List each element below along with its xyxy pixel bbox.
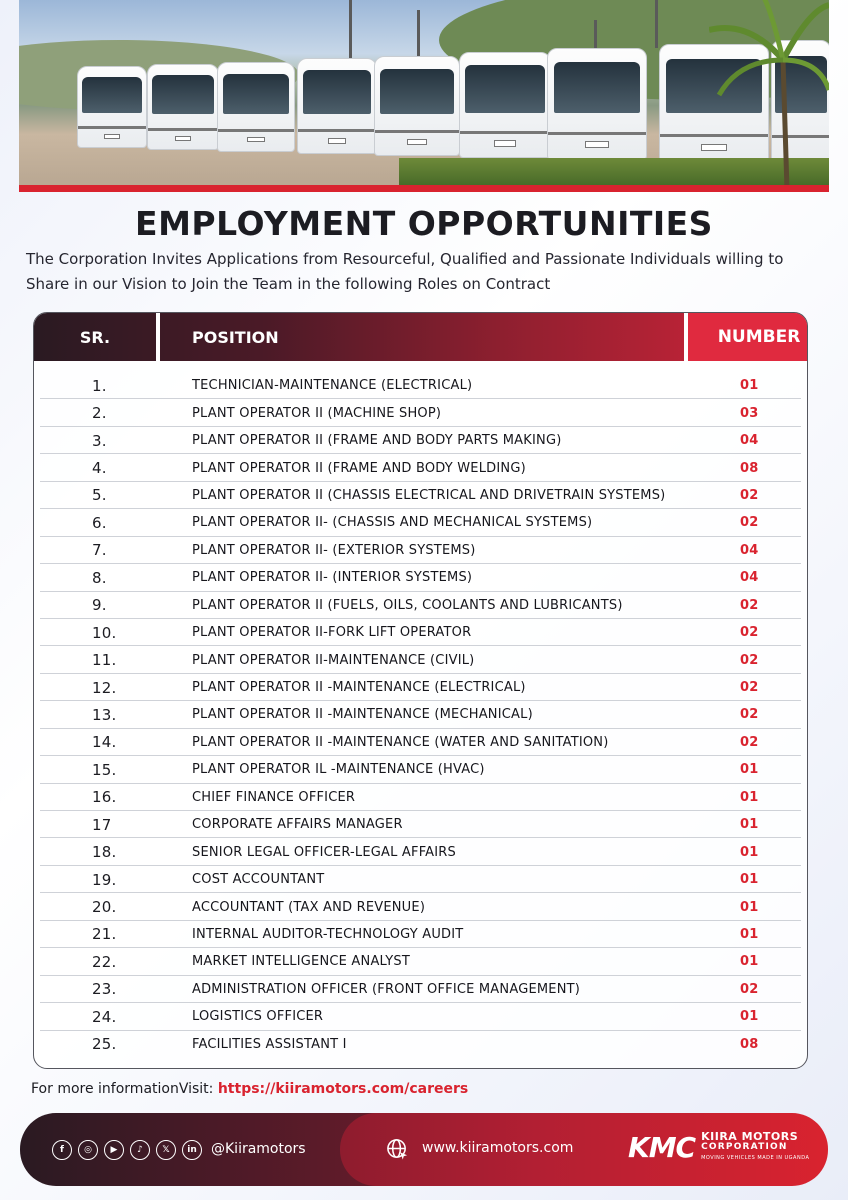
bus-image	[459, 52, 551, 158]
globe-icon	[386, 1138, 409, 1161]
position-cell: PLANT OPERATOR II- (INTERIOR SYSTEMS)	[192, 570, 473, 586]
position-cell: LOGISTICS OFFICER	[192, 1009, 324, 1025]
number-cell: 04	[740, 570, 759, 586]
number-cell: 01	[740, 872, 759, 888]
position-cell: PLANT OPERATOR II- (EXTERIOR SYSTEMS)	[192, 542, 476, 558]
position-cell: CHIEF FINANCE OFFICER	[192, 789, 356, 805]
sr-cell: 5.	[92, 486, 107, 505]
sr-cell: 10.	[92, 623, 117, 642]
sr-cell: 13.	[92, 705, 117, 724]
header-divider	[156, 313, 160, 361]
position-cell: PLANT OPERATOR II-MAINTENANCE (CIVIL)	[192, 652, 475, 668]
bus-image	[147, 64, 219, 150]
utility-pole	[655, 0, 658, 48]
table-row	[34, 509, 807, 536]
table-row	[34, 784, 807, 811]
position-cell: ACCOUNTANT (TAX AND REVENUE)	[192, 899, 426, 915]
number-cell: 08	[740, 1036, 759, 1052]
number-cell: 01	[740, 899, 759, 915]
kmc-logo	[628, 1131, 809, 1164]
website-link[interactable]: www.kiiramotors.com	[422, 1140, 574, 1156]
number-cell: 01	[740, 378, 759, 394]
sr-cell: 4.	[92, 459, 107, 478]
table-row	[34, 427, 807, 454]
number-cell: 02	[740, 652, 759, 668]
sr-cell: 25.	[92, 1035, 117, 1054]
sr-cell: 12.	[92, 678, 117, 697]
logo-mark: KMC	[628, 1131, 696, 1164]
table-header	[34, 313, 807, 361]
position-cell: ADMINISTRATION OFFICER (FRONT OFFICE MANAGEMENT)	[192, 981, 581, 997]
sr-cell: 1.	[92, 376, 107, 395]
table-row	[34, 537, 807, 564]
position-cell: PLANT OPERATOR IL -MAINTENANCE (HVAC)	[192, 762, 485, 778]
sr-cell: 3.	[92, 431, 107, 450]
sr-cell: 22.	[92, 952, 117, 971]
table-row	[34, 729, 807, 756]
position-cell: FACILITIES ASSISTANT I	[192, 1036, 347, 1052]
number-cell: 03	[740, 405, 759, 421]
sr-cell: 8.	[92, 568, 107, 587]
position-cell: TECHNICIAN-MAINTENANCE (ELECTRICAL)	[192, 378, 473, 394]
position-cell: PLANT OPERATOR II (FRAME AND BODY WELDING)	[192, 460, 526, 476]
number-cell: 02	[740, 734, 759, 750]
position-cell: COST ACCOUNTANT	[192, 872, 325, 888]
table-row	[34, 948, 807, 975]
linkedin-icon[interactable]: in	[182, 1140, 202, 1160]
table-row	[34, 701, 807, 728]
table-row	[34, 454, 807, 481]
hero-red-bar	[19, 185, 829, 192]
table-row	[34, 756, 807, 783]
youtube-icon[interactable]: ▶	[104, 1140, 124, 1160]
header-sr: SR.	[79, 327, 111, 347]
table-row	[34, 482, 807, 509]
table-row	[34, 893, 807, 920]
table-row	[34, 646, 807, 673]
facebook-icon[interactable]: f	[52, 1140, 72, 1160]
sr-cell: 21.	[92, 925, 117, 944]
table-row	[34, 811, 807, 838]
table-row	[34, 838, 807, 865]
number-cell: 01	[740, 762, 759, 778]
hero-photo	[19, 0, 829, 192]
sr-cell: 14.	[92, 733, 117, 752]
number-cell: 02	[740, 597, 759, 613]
tiktok-icon[interactable]: ♪	[130, 1140, 150, 1160]
position-cell: PLANT OPERATOR II- (CHASSIS AND MECHANICAL SYSTEMS)	[192, 515, 593, 531]
number-cell: 02	[740, 625, 759, 641]
positions-table	[33, 312, 808, 1069]
number-cell: 02	[740, 487, 759, 503]
sr-cell: 16.	[92, 788, 117, 807]
table-body	[34, 372, 807, 1058]
table-row	[34, 564, 807, 591]
number-cell: 02	[740, 707, 759, 723]
header-divider	[684, 313, 688, 361]
position-cell: INTERNAL AUDITOR-TECHNOLOGY AUDIT	[192, 926, 464, 942]
position-cell: CORPORATE AFFAIRS MANAGER	[192, 817, 403, 833]
table-row	[34, 399, 807, 426]
position-cell: PLANT OPERATOR II (FRAME AND BODY PARTS MAKING)	[192, 433, 562, 449]
utility-pole	[349, 0, 352, 60]
number-cell: 01	[740, 817, 759, 833]
instagram-icon[interactable]: ◎	[78, 1140, 98, 1160]
sr-cell: 20.	[92, 898, 117, 917]
table-row	[34, 921, 807, 948]
position-cell: PLANT OPERATOR II -MAINTENANCE (WATER AND SANITATION)	[192, 734, 609, 750]
sr-cell: 17	[92, 815, 112, 834]
sr-cell: 6.	[92, 513, 107, 532]
logo-text	[701, 1131, 809, 1164]
position-cell: PLANT OPERATOR II (FUELS, OILS, COOLANTS AND LUBRICANTS)	[192, 597, 623, 613]
bus-image	[374, 56, 460, 156]
position-cell: PLANT OPERATOR II (CHASSIS ELECTRICAL AND DRIVETRAIN SYSTEMS)	[192, 487, 666, 503]
number-cell: 02	[740, 515, 759, 531]
header-position: POSITION	[192, 327, 279, 347]
table-row	[34, 372, 807, 399]
sr-cell: 23.	[92, 980, 117, 999]
more-info	[31, 1081, 468, 1097]
page-subtitle: The Corporation Invites Applications from Resourceful, Qualified and Passionate Individuals willing to Share in our Vision to Join the Team in the following Roles on Contract	[26, 250, 784, 293]
position-cell: SENIOR LEGAL OFFICER-LEGAL AFFAIRS	[192, 844, 456, 860]
logo-tagline: MOVING VEHICLES MADE IN UGANDA	[701, 1155, 810, 1161]
page-title: EMPLOYMENT OPPORTUNITIES	[135, 204, 713, 243]
sr-cell: 18.	[92, 843, 117, 862]
sr-cell: 9.	[92, 596, 107, 615]
number-cell: 02	[740, 981, 759, 997]
table-row	[34, 1003, 807, 1030]
sr-cell: 15.	[92, 760, 117, 779]
more-info-label: For more informationVisit:	[31, 1081, 214, 1097]
table-row	[34, 1031, 807, 1058]
logo-line1: KIIRA MOTORS	[701, 1130, 799, 1143]
bus-image	[77, 66, 147, 148]
number-cell: 01	[740, 926, 759, 942]
number-cell: 01	[740, 844, 759, 860]
table-row	[34, 592, 807, 619]
table-row	[34, 866, 807, 893]
social-icons	[52, 1140, 202, 1160]
position-cell: PLANT OPERATOR II -MAINTENANCE (ELECTRICAL)	[192, 680, 526, 696]
position-cell: PLANT OPERATOR II-FORK LIFT OPERATOR	[192, 625, 472, 641]
number-cell: 04	[740, 433, 759, 449]
logo-line2: CORPORATION	[701, 1142, 788, 1152]
bus-image	[297, 58, 377, 154]
table-row	[34, 976, 807, 1003]
number-cell: 01	[740, 789, 759, 805]
sr-cell: 2.	[92, 404, 107, 423]
table-row	[34, 619, 807, 646]
number-cell: 01	[740, 954, 759, 970]
utility-pole	[417, 10, 420, 60]
bus-image	[217, 62, 295, 152]
sr-cell: 7.	[92, 541, 107, 560]
sr-cell: 11.	[92, 651, 117, 670]
position-cell: MARKET INTELLIGENCE ANALYST	[192, 954, 410, 970]
number-cell: 02	[740, 680, 759, 696]
x-icon[interactable]: 𝕏	[156, 1140, 176, 1160]
sr-cell: 24.	[92, 1007, 117, 1026]
number-cell: 08	[740, 460, 759, 476]
bus-image	[547, 48, 647, 160]
number-cell: 01	[740, 1009, 759, 1025]
palm-tree	[709, 0, 829, 190]
position-cell: PLANT OPERATOR II (MACHINE SHOP)	[192, 405, 442, 421]
number-cell: 04	[740, 542, 759, 558]
table-row	[34, 674, 807, 701]
header-number: NUMBER	[717, 327, 801, 347]
position-cell: PLANT OPERATOR II -MAINTENANCE (MECHANICAL)	[192, 707, 533, 723]
social-handle[interactable]: @Kiiramotors	[211, 1141, 306, 1157]
sr-cell: 19.	[92, 870, 117, 889]
careers-link[interactable]: https://kiiramotors.com/careers	[217, 1081, 469, 1097]
